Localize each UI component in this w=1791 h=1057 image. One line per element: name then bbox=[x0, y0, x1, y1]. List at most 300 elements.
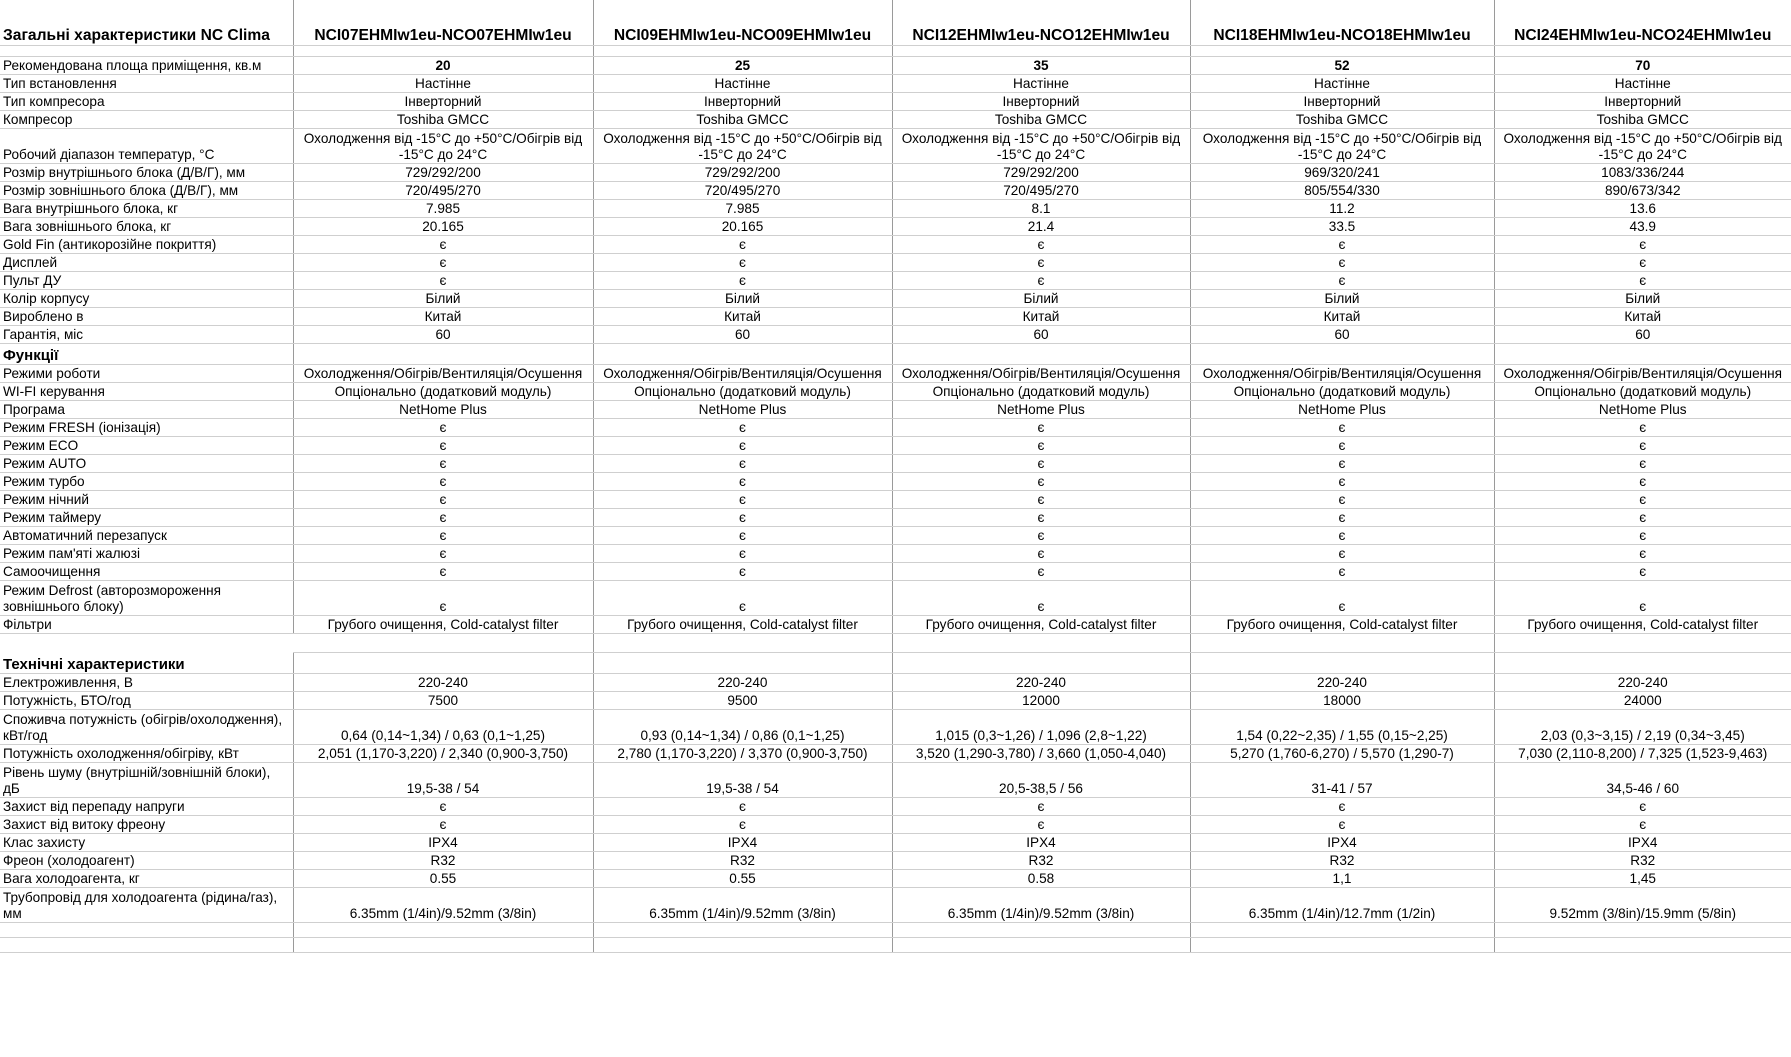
section-title[interactable]: Технічні характеристики bbox=[0, 653, 293, 674]
value-cell[interactable]: 2,780 (1,170-3,220) / 3,370 (0,900-3,750) bbox=[593, 745, 892, 763]
row-label[interactable]: Споживча потужність (обігрів/охолодження), кВт/год bbox=[0, 710, 293, 745]
value-cell[interactable]: Білий bbox=[293, 290, 593, 308]
value-cell[interactable]: є bbox=[892, 563, 1190, 581]
value-cell[interactable]: є bbox=[593, 455, 892, 473]
value-cell[interactable]: Опціонально (додатковий модуль) bbox=[1494, 383, 1791, 401]
value-cell[interactable]: 18000 bbox=[1190, 692, 1494, 710]
value-cell[interactable]: IPX4 bbox=[1494, 834, 1791, 852]
value-cell[interactable]: Настінне bbox=[1190, 75, 1494, 93]
row-label[interactable]: Гарантія, міс bbox=[0, 326, 293, 344]
value-cell[interactable]: IPX4 bbox=[293, 834, 593, 852]
value-cell[interactable]: є bbox=[293, 272, 593, 290]
row-label[interactable]: Фільтри bbox=[0, 616, 293, 634]
value-cell[interactable]: є bbox=[593, 236, 892, 254]
row-label[interactable]: Дисплей bbox=[0, 254, 293, 272]
value-cell[interactable]: 6.35mm (1/4in)/9.52mm (3/8in) bbox=[293, 888, 593, 923]
value-cell[interactable]: є bbox=[1494, 545, 1791, 563]
value-cell[interactable]: 20,5-38,5 / 56 bbox=[892, 763, 1190, 798]
value-cell[interactable]: є bbox=[892, 272, 1190, 290]
value-cell[interactable]: є bbox=[1190, 473, 1494, 491]
empty-cell[interactable] bbox=[293, 46, 593, 57]
value-cell[interactable]: 24000 bbox=[1494, 692, 1791, 710]
empty-cell[interactable] bbox=[293, 938, 593, 953]
value-cell[interactable]: 220-240 bbox=[1190, 674, 1494, 692]
row-label[interactable]: Розмір зовнішнього блока (Д/В/Г), мм bbox=[0, 182, 293, 200]
row-label[interactable]: Колір корпусу bbox=[0, 290, 293, 308]
value-cell[interactable]: є bbox=[293, 509, 593, 527]
value-cell[interactable]: Охолодження/Обігрів/Вентиляція/Осушення bbox=[593, 365, 892, 383]
row-label[interactable]: Захист від витоку фреону bbox=[0, 816, 293, 834]
row-label[interactable]: Режим Defrost (авторозмороження зовнішнього блоку) bbox=[0, 581, 293, 616]
value-cell[interactable]: Білий bbox=[1190, 290, 1494, 308]
value-cell[interactable]: R32 bbox=[892, 852, 1190, 870]
value-cell[interactable]: 7500 bbox=[293, 692, 593, 710]
value-cell[interactable]: є bbox=[293, 254, 593, 272]
value-cell[interactable]: Опціонально (додатковий модуль) bbox=[1190, 383, 1494, 401]
value-cell[interactable]: 60 bbox=[1190, 326, 1494, 344]
empty-cell[interactable] bbox=[1190, 653, 1494, 674]
value-cell[interactable]: є bbox=[593, 509, 892, 527]
value-cell[interactable]: Китай bbox=[892, 308, 1190, 326]
value-cell[interactable]: є bbox=[1190, 272, 1494, 290]
sheet-title[interactable]: Загальні характеристики NC Clima bbox=[0, 0, 293, 46]
value-cell[interactable]: 2,03 (0,3~3,15) / 2,19 (0,34~3,45) bbox=[1494, 710, 1791, 745]
row-label[interactable]: Трубопровід для холодоагента (рідина/газ), мм bbox=[0, 888, 293, 923]
value-cell[interactable]: є bbox=[1494, 437, 1791, 455]
value-cell[interactable]: Охолодження/Обігрів/Вентиляція/Осушення bbox=[892, 365, 1190, 383]
value-cell[interactable]: 43.9 bbox=[1494, 218, 1791, 236]
empty-cell[interactable] bbox=[892, 653, 1190, 674]
value-cell[interactable]: 0,64 (0,14~1,34) / 0,63 (0,1~1,25) bbox=[293, 710, 593, 745]
row-label[interactable]: Gold Fin (антикорозійне покриття) bbox=[0, 236, 293, 254]
row-label[interactable]: Компресор bbox=[0, 111, 293, 129]
value-cell[interactable]: Білий bbox=[1494, 290, 1791, 308]
value-cell[interactable]: є bbox=[293, 455, 593, 473]
value-cell[interactable]: Грубого очищення, Cold-catalyst filter bbox=[293, 616, 593, 634]
table-row bbox=[0, 798, 1791, 816]
value-cell[interactable]: 1,1 bbox=[1190, 870, 1494, 888]
empty-cell[interactable] bbox=[1494, 634, 1791, 653]
empty-cell[interactable] bbox=[892, 938, 1190, 953]
value-cell[interactable]: є bbox=[892, 527, 1190, 545]
value-cell[interactable]: 969/320/241 bbox=[1190, 164, 1494, 182]
value-cell[interactable]: Toshiba GMCC bbox=[1190, 111, 1494, 129]
row-label[interactable]: Захист від перепаду напруги bbox=[0, 798, 293, 816]
value-cell[interactable]: 720/495/270 bbox=[593, 182, 892, 200]
table-row bbox=[0, 326, 1791, 344]
value-cell[interactable]: є bbox=[1190, 419, 1494, 437]
value-cell[interactable]: 220-240 bbox=[293, 674, 593, 692]
value-cell[interactable]: Китай bbox=[1190, 308, 1494, 326]
row-label[interactable]: Потужність охолодження/обігріву, кВт bbox=[0, 745, 293, 763]
empty-cell[interactable] bbox=[593, 923, 892, 938]
value-cell[interactable]: Білий bbox=[892, 290, 1190, 308]
table-row bbox=[0, 816, 1791, 834]
value-cell[interactable]: Грубого очищення, Cold-catalyst filter bbox=[1190, 616, 1494, 634]
value-cell[interactable]: є bbox=[892, 798, 1190, 816]
empty-cell[interactable] bbox=[1190, 634, 1494, 653]
model-header[interactable]: NCI18EHMIw1eu-NCO18EHMIw1eu bbox=[1190, 0, 1494, 46]
value-cell[interactable]: є bbox=[593, 491, 892, 509]
model-header[interactable]: NCI09EHMIw1eu-NCO09EHMIw1eu bbox=[593, 0, 892, 46]
row-label[interactable]: Вага холодоагента, кг bbox=[0, 870, 293, 888]
value-cell[interactable]: є bbox=[1190, 236, 1494, 254]
value-cell[interactable]: 7,030 (2,110-8,200) / 7,325 (1,523-9,463) bbox=[1494, 745, 1791, 763]
value-cell[interactable]: є bbox=[892, 473, 1190, 491]
value-cell[interactable]: є bbox=[1190, 455, 1494, 473]
value-cell[interactable]: 20.165 bbox=[293, 218, 593, 236]
value-cell[interactable]: 9500 bbox=[593, 692, 892, 710]
value-cell[interactable]: 6.35mm (1/4in)/9.52mm (3/8in) bbox=[892, 888, 1190, 923]
value-cell[interactable]: 52 bbox=[1190, 57, 1494, 75]
value-cell[interactable]: 70 bbox=[1494, 57, 1791, 75]
empty-cell[interactable] bbox=[1190, 344, 1494, 365]
row-label[interactable]: Режим пам'яті жалюзі bbox=[0, 545, 293, 563]
value-cell[interactable]: Інверторний bbox=[892, 93, 1190, 111]
row-label[interactable]: Пульт ДУ bbox=[0, 272, 293, 290]
empty-cell[interactable] bbox=[0, 46, 293, 57]
value-cell[interactable]: 9.52mm (3/8in)/15.9mm (5/8in) bbox=[1494, 888, 1791, 923]
value-cell[interactable]: 3,520 (1,290-3,780) / 3,660 (1,050-4,040) bbox=[892, 745, 1190, 763]
value-cell[interactable]: є bbox=[1494, 419, 1791, 437]
row-label[interactable]: Електроживлення, В bbox=[0, 674, 293, 692]
row-label[interactable]: Самоочищення bbox=[0, 563, 293, 581]
row-label[interactable]: Режим FRESH (іонізація) bbox=[0, 419, 293, 437]
value-cell[interactable]: Грубого очищення, Cold-catalyst filter bbox=[1494, 616, 1791, 634]
section-title[interactable]: Функції bbox=[0, 344, 293, 365]
value-cell[interactable]: є bbox=[593, 527, 892, 545]
value-cell[interactable]: 12000 bbox=[892, 692, 1190, 710]
value-cell[interactable]: R32 bbox=[1190, 852, 1494, 870]
table-row bbox=[0, 164, 1791, 182]
empty-cell[interactable] bbox=[593, 46, 892, 57]
value-cell[interactable]: 220-240 bbox=[892, 674, 1190, 692]
value-cell[interactable]: є bbox=[1190, 816, 1494, 834]
table-row bbox=[0, 455, 1791, 473]
value-cell[interactable]: 805/554/330 bbox=[1190, 182, 1494, 200]
value-cell[interactable]: 11.2 bbox=[1190, 200, 1494, 218]
empty-cell[interactable] bbox=[593, 634, 892, 653]
value-cell[interactable]: є bbox=[1190, 437, 1494, 455]
value-cell[interactable]: є bbox=[1494, 473, 1791, 491]
value-cell[interactable]: Охолодження/Обігрів/Вентиляція/Осушення bbox=[293, 365, 593, 383]
value-cell[interactable]: 20 bbox=[293, 57, 593, 75]
table-row bbox=[0, 563, 1791, 581]
value-cell[interactable]: є bbox=[593, 473, 892, 491]
value-cell[interactable]: є bbox=[1494, 527, 1791, 545]
value-cell[interactable]: є bbox=[1494, 581, 1791, 616]
value-cell[interactable]: 25 bbox=[593, 57, 892, 75]
value-cell[interactable]: IPX4 bbox=[593, 834, 892, 852]
value-cell[interactable]: є bbox=[293, 545, 593, 563]
value-cell[interactable]: є bbox=[593, 419, 892, 437]
value-cell[interactable]: Інверторний bbox=[1494, 93, 1791, 111]
value-cell[interactable]: є bbox=[1190, 509, 1494, 527]
value-cell[interactable]: є bbox=[293, 563, 593, 581]
value-cell[interactable]: Охолодження від -15°C до +50°C/Обігрів від -15°C до 24°C bbox=[1190, 129, 1494, 164]
row-label[interactable]: Рівень шуму (внутрішній/зовнішній блоки), дБ bbox=[0, 763, 293, 798]
empty-cell[interactable] bbox=[593, 344, 892, 365]
value-cell[interactable]: Грубого очищення, Cold-catalyst filter bbox=[892, 616, 1190, 634]
value-cell[interactable]: є bbox=[293, 419, 593, 437]
value-cell[interactable]: 220-240 bbox=[1494, 674, 1791, 692]
row-label[interactable]: Потужність, БТО/год bbox=[0, 692, 293, 710]
value-cell[interactable]: IPX4 bbox=[892, 834, 1190, 852]
empty-cell[interactable] bbox=[0, 634, 293, 653]
value-cell[interactable]: 0,93 (0,14~1,34) / 0,86 (0,1~1,25) bbox=[593, 710, 892, 745]
row-label[interactable]: Клас захисту bbox=[0, 834, 293, 852]
row-label[interactable]: Розмір внутрішнього блока (Д/В/Г), мм bbox=[0, 164, 293, 182]
value-cell[interactable]: є bbox=[293, 491, 593, 509]
blank-row bbox=[0, 923, 1791, 938]
empty-cell[interactable] bbox=[593, 653, 892, 674]
table-row bbox=[0, 763, 1791, 798]
value-cell[interactable]: Toshiba GMCC bbox=[892, 111, 1190, 129]
row-label[interactable]: Автоматичний перезапуск bbox=[0, 527, 293, 545]
row-label[interactable]: Тип встановлення bbox=[0, 75, 293, 93]
value-cell[interactable]: є bbox=[593, 437, 892, 455]
empty-cell[interactable] bbox=[1494, 46, 1791, 57]
value-cell[interactable]: Настінне bbox=[593, 75, 892, 93]
row-label[interactable]: Рекомендована площа приміщення, кв.м bbox=[0, 57, 293, 75]
value-cell[interactable]: є bbox=[892, 236, 1190, 254]
value-cell[interactable]: 5,270 (1,760-6,270) / 5,570 (1,290-7) bbox=[1190, 745, 1494, 763]
value-cell[interactable]: NetHome Plus bbox=[293, 401, 593, 419]
value-cell[interactable]: 60 bbox=[1494, 326, 1791, 344]
value-cell[interactable]: Охолодження від -15°C до +50°C/Обігрів від -15°C до 24°C bbox=[1494, 129, 1791, 164]
value-cell[interactable]: NetHome Plus bbox=[1190, 401, 1494, 419]
value-cell[interactable]: є bbox=[892, 816, 1190, 834]
value-cell[interactable]: Інверторний bbox=[593, 93, 892, 111]
value-cell[interactable]: є bbox=[293, 437, 593, 455]
value-cell[interactable]: 0.55 bbox=[293, 870, 593, 888]
table-row bbox=[0, 674, 1791, 692]
value-cell[interactable]: Опціонально (додатковий модуль) bbox=[293, 383, 593, 401]
value-cell[interactable]: є bbox=[892, 254, 1190, 272]
value-cell[interactable]: Охолодження від -15°C до +50°C/Обігрів від -15°C до 24°C bbox=[593, 129, 892, 164]
value-cell[interactable]: є bbox=[892, 455, 1190, 473]
value-cell[interactable]: Toshiba GMCC bbox=[593, 111, 892, 129]
value-cell[interactable]: є bbox=[892, 437, 1190, 455]
table-row bbox=[0, 437, 1791, 455]
empty-cell[interactable] bbox=[1190, 46, 1494, 57]
row-label[interactable]: Режим нічний bbox=[0, 491, 293, 509]
value-cell[interactable]: Охолодження від -15°C до +50°C/Обігрів від -15°C до 24°C bbox=[293, 129, 593, 164]
value-cell[interactable]: 34,5-46 / 60 bbox=[1494, 763, 1791, 798]
row-label[interactable]: Режим турбо bbox=[0, 473, 293, 491]
value-cell[interactable]: є bbox=[892, 545, 1190, 563]
value-cell[interactable]: Toshiba GMCC bbox=[1494, 111, 1791, 129]
empty-cell[interactable] bbox=[293, 344, 593, 365]
value-cell[interactable]: 729/292/200 bbox=[892, 164, 1190, 182]
value-cell[interactable]: 19,5-38 / 54 bbox=[593, 763, 892, 798]
value-cell[interactable]: 60 bbox=[892, 326, 1190, 344]
value-cell[interactable]: 1,45 bbox=[1494, 870, 1791, 888]
value-cell[interactable]: NetHome Plus bbox=[593, 401, 892, 419]
value-cell[interactable]: є bbox=[293, 236, 593, 254]
empty-cell[interactable] bbox=[1494, 923, 1791, 938]
value-cell[interactable]: Опціонально (додатковий модуль) bbox=[892, 383, 1190, 401]
value-cell[interactable]: є bbox=[1494, 254, 1791, 272]
value-cell[interactable]: є bbox=[1190, 798, 1494, 816]
empty-cell[interactable] bbox=[293, 923, 593, 938]
value-cell[interactable]: є bbox=[1494, 798, 1791, 816]
value-cell[interactable]: Охолодження/Обігрів/Вентиляція/Осушення bbox=[1494, 365, 1791, 383]
value-cell[interactable]: є bbox=[1494, 509, 1791, 527]
row-label[interactable]: Вироблено в bbox=[0, 308, 293, 326]
value-cell[interactable]: 1083/336/244 bbox=[1494, 164, 1791, 182]
value-cell[interactable]: 0.58 bbox=[892, 870, 1190, 888]
table-row bbox=[0, 383, 1791, 401]
value-cell[interactable]: є bbox=[593, 563, 892, 581]
value-cell[interactable]: Toshiba GMCC bbox=[293, 111, 593, 129]
model-header[interactable]: NCI24EHMIw1eu-NCO24EHMIw1eu bbox=[1494, 0, 1791, 46]
value-cell[interactable]: 8.1 bbox=[892, 200, 1190, 218]
value-cell[interactable]: Настінне bbox=[293, 75, 593, 93]
value-cell[interactable]: Білий bbox=[593, 290, 892, 308]
value-cell[interactable]: є bbox=[293, 816, 593, 834]
value-cell[interactable]: є bbox=[1190, 563, 1494, 581]
value-cell[interactable]: є bbox=[892, 491, 1190, 509]
empty-cell[interactable] bbox=[892, 923, 1190, 938]
value-cell[interactable]: NetHome Plus bbox=[892, 401, 1190, 419]
value-cell[interactable]: є bbox=[1494, 816, 1791, 834]
value-cell[interactable]: є bbox=[1190, 254, 1494, 272]
row-label[interactable]: Режим AUTO bbox=[0, 455, 293, 473]
row-label[interactable]: Вага зовнішнього блока, кг bbox=[0, 218, 293, 236]
table-row bbox=[0, 473, 1791, 491]
empty-cell[interactable] bbox=[293, 634, 593, 653]
table-row bbox=[0, 852, 1791, 870]
value-cell[interactable]: 21.4 bbox=[892, 218, 1190, 236]
value-cell[interactable]: Китай bbox=[293, 308, 593, 326]
value-cell[interactable]: є bbox=[1190, 527, 1494, 545]
empty-cell[interactable] bbox=[293, 653, 593, 674]
value-cell[interactable]: 0.55 bbox=[593, 870, 892, 888]
empty-cell[interactable] bbox=[1494, 938, 1791, 953]
value-cell[interactable]: є bbox=[293, 473, 593, 491]
value-cell[interactable]: є bbox=[593, 581, 892, 616]
value-cell[interactable]: є bbox=[1494, 563, 1791, 581]
empty-cell[interactable] bbox=[1494, 344, 1791, 365]
value-cell[interactable]: є bbox=[1494, 236, 1791, 254]
value-cell[interactable]: 720/495/270 bbox=[293, 182, 593, 200]
value-cell[interactable]: 729/292/200 bbox=[593, 164, 892, 182]
table-row bbox=[0, 272, 1791, 290]
value-cell[interactable]: 7.985 bbox=[593, 200, 892, 218]
value-cell[interactable]: є bbox=[1494, 491, 1791, 509]
value-cell[interactable]: Інверторний bbox=[1190, 93, 1494, 111]
value-cell[interactable]: є bbox=[593, 798, 892, 816]
value-cell[interactable]: є bbox=[892, 419, 1190, 437]
value-cell[interactable]: є bbox=[593, 254, 892, 272]
table-row bbox=[0, 254, 1791, 272]
value-cell[interactable]: 220-240 bbox=[593, 674, 892, 692]
model-header[interactable]: NCI07EHMIw1eu-NCO07EHMIw1eu bbox=[293, 0, 593, 46]
table-row bbox=[0, 200, 1791, 218]
empty-cell[interactable] bbox=[892, 344, 1190, 365]
value-cell[interactable]: є bbox=[1190, 491, 1494, 509]
value-cell[interactable]: R32 bbox=[293, 852, 593, 870]
value-cell[interactable]: є bbox=[892, 509, 1190, 527]
value-cell[interactable]: 35 bbox=[892, 57, 1190, 75]
value-cell[interactable]: Настінне bbox=[1494, 75, 1791, 93]
value-cell[interactable]: є bbox=[892, 581, 1190, 616]
value-cell[interactable]: є bbox=[293, 798, 593, 816]
value-cell[interactable]: R32 bbox=[593, 852, 892, 870]
value-cell[interactable]: є bbox=[1494, 455, 1791, 473]
row-label[interactable]: Робочий діапазон температур, °C bbox=[0, 129, 293, 164]
value-cell[interactable]: є bbox=[293, 581, 593, 616]
row-label[interactable]: Режим ECO bbox=[0, 437, 293, 455]
value-cell[interactable]: Інверторний bbox=[293, 93, 593, 111]
empty-cell[interactable] bbox=[1190, 938, 1494, 953]
value-cell[interactable]: Китай bbox=[1494, 308, 1791, 326]
value-cell[interactable]: є bbox=[1494, 272, 1791, 290]
empty-cell[interactable] bbox=[0, 938, 293, 953]
value-cell[interactable]: 2,051 (1,170-3,220) / 2,340 (0,900-3,750) bbox=[293, 745, 593, 763]
value-cell[interactable]: 6.35mm (1/4in)/12.7mm (1/2in) bbox=[1190, 888, 1494, 923]
value-cell[interactable]: 13.6 bbox=[1494, 200, 1791, 218]
value-cell[interactable]: 19,5-38 / 54 bbox=[293, 763, 593, 798]
value-cell[interactable]: 7.985 bbox=[293, 200, 593, 218]
value-cell[interactable]: 1,015 (0,3~1,26) / 1,096 (2,8~1,22) bbox=[892, 710, 1190, 745]
empty-cell[interactable] bbox=[0, 923, 293, 938]
value-cell[interactable]: R32 bbox=[1494, 852, 1791, 870]
value-cell[interactable]: є bbox=[1190, 545, 1494, 563]
row-label[interactable]: Програма bbox=[0, 401, 293, 419]
row-label[interactable]: Тип компресора bbox=[0, 93, 293, 111]
empty-cell[interactable] bbox=[1190, 923, 1494, 938]
value-cell[interactable]: 33.5 bbox=[1190, 218, 1494, 236]
row-label[interactable]: Фреон (холодоагент) bbox=[0, 852, 293, 870]
table-row bbox=[0, 182, 1791, 200]
value-cell[interactable]: є bbox=[593, 272, 892, 290]
empty-cell[interactable] bbox=[892, 46, 1190, 57]
value-cell[interactable]: Охолодження/Обігрів/Вентиляція/Осушення bbox=[1190, 365, 1494, 383]
value-cell[interactable]: Опціонально (додатковий модуль) bbox=[593, 383, 892, 401]
value-cell[interactable]: є bbox=[1190, 581, 1494, 616]
row-label[interactable]: Вага внутрішнього блока, кг bbox=[0, 200, 293, 218]
value-cell[interactable]: Охолодження від -15°C до +50°C/Обігрів від -15°C до 24°C bbox=[892, 129, 1190, 164]
value-cell[interactable]: 20.165 bbox=[593, 218, 892, 236]
value-cell[interactable]: є bbox=[593, 816, 892, 834]
value-cell[interactable]: 720/495/270 bbox=[892, 182, 1190, 200]
empty-cell[interactable] bbox=[1494, 653, 1791, 674]
value-cell[interactable]: NetHome Plus bbox=[1494, 401, 1791, 419]
value-cell[interactable]: 1,54 (0,22~2,35) / 1,55 (0,15~2,25) bbox=[1190, 710, 1494, 745]
value-cell[interactable]: Настінне bbox=[892, 75, 1190, 93]
value-cell[interactable]: 60 bbox=[593, 326, 892, 344]
value-cell[interactable]: Китай bbox=[593, 308, 892, 326]
value-cell[interactable]: є bbox=[293, 527, 593, 545]
value-cell[interactable]: 31-41 / 57 bbox=[1190, 763, 1494, 798]
empty-cell[interactable] bbox=[593, 938, 892, 953]
value-cell[interactable]: IPX4 bbox=[1190, 834, 1494, 852]
value-cell[interactable]: 6.35mm (1/4in)/9.52mm (3/8in) bbox=[593, 888, 892, 923]
row-label[interactable]: Режими роботи bbox=[0, 365, 293, 383]
value-cell[interactable]: Грубого очищення, Cold-catalyst filter bbox=[593, 616, 892, 634]
model-header[interactable]: NCI12EHMIw1eu-NCO12EHMIw1eu bbox=[892, 0, 1190, 46]
value-cell[interactable]: є bbox=[593, 545, 892, 563]
empty-cell[interactable] bbox=[892, 634, 1190, 653]
value-cell[interactable]: 60 bbox=[293, 326, 593, 344]
row-label[interactable]: Режим таймеру bbox=[0, 509, 293, 527]
table-row bbox=[0, 491, 1791, 509]
value-cell[interactable]: 729/292/200 bbox=[293, 164, 593, 182]
value-cell[interactable]: 890/673/342 bbox=[1494, 182, 1791, 200]
row-label[interactable]: WI-FI керування bbox=[0, 383, 293, 401]
